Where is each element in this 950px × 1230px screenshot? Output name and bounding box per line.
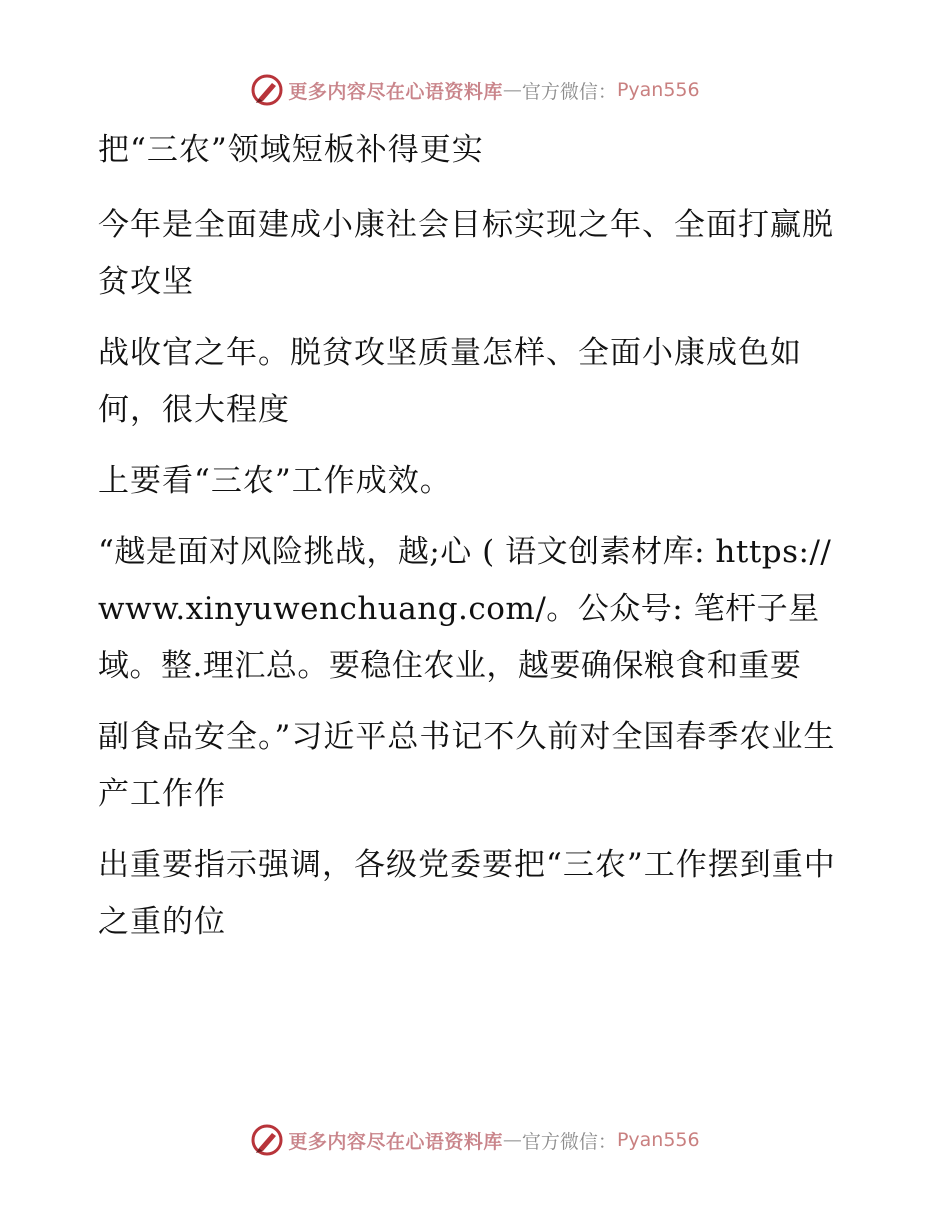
paragraph: 出重要指示强调，各级党委要把“三农”工作摆到重中之重的位 (98, 847, 836, 940)
paragraph: 战收官之年。脱贫攻坚质量怎样、全面小康成色如何，很大程度 (98, 335, 802, 428)
banner-dash: — (502, 79, 522, 101)
banner-wechat-label: 官方微信： (521, 1130, 617, 1153)
paragraph: 上要看“三农”工作成效。 (98, 463, 452, 499)
banner-title: 更多内容尽在心语资料库 (288, 80, 503, 103)
banner-title: 更多内容尽在心语资料库 (288, 1130, 503, 1153)
pen-logo-icon (250, 1123, 284, 1157)
banner-dash: — (502, 1129, 522, 1151)
banner-wechat-label: 官方微信： (521, 80, 617, 103)
header-banner (0, 70, 950, 110)
paragraph: 副食品安全。”习近平总书记不久前对全国春季农业生产工作作 (98, 719, 836, 812)
document-body (98, 122, 838, 965)
footer-banner (0, 1120, 950, 1160)
banner-wechat-id: Pyan556 (616, 79, 700, 101)
paragraph: “越是面对风险挑战，越;心 ( 语文创素材库: https://www.xinyuwenchuang.com/。公众号: 笔杆子星域。整.理汇总。要稳住农业，越要确保粮食和重要 (98, 534, 832, 684)
document-heading: 把“三农”领域短板补得更实 (98, 132, 484, 168)
paragraph: 今年是全面建成小康社会目标实现之年、全面打赢脱贫攻坚 (98, 207, 834, 300)
pen-logo-icon (250, 73, 284, 107)
banner-wechat-id: Pyan556 (616, 1129, 700, 1151)
